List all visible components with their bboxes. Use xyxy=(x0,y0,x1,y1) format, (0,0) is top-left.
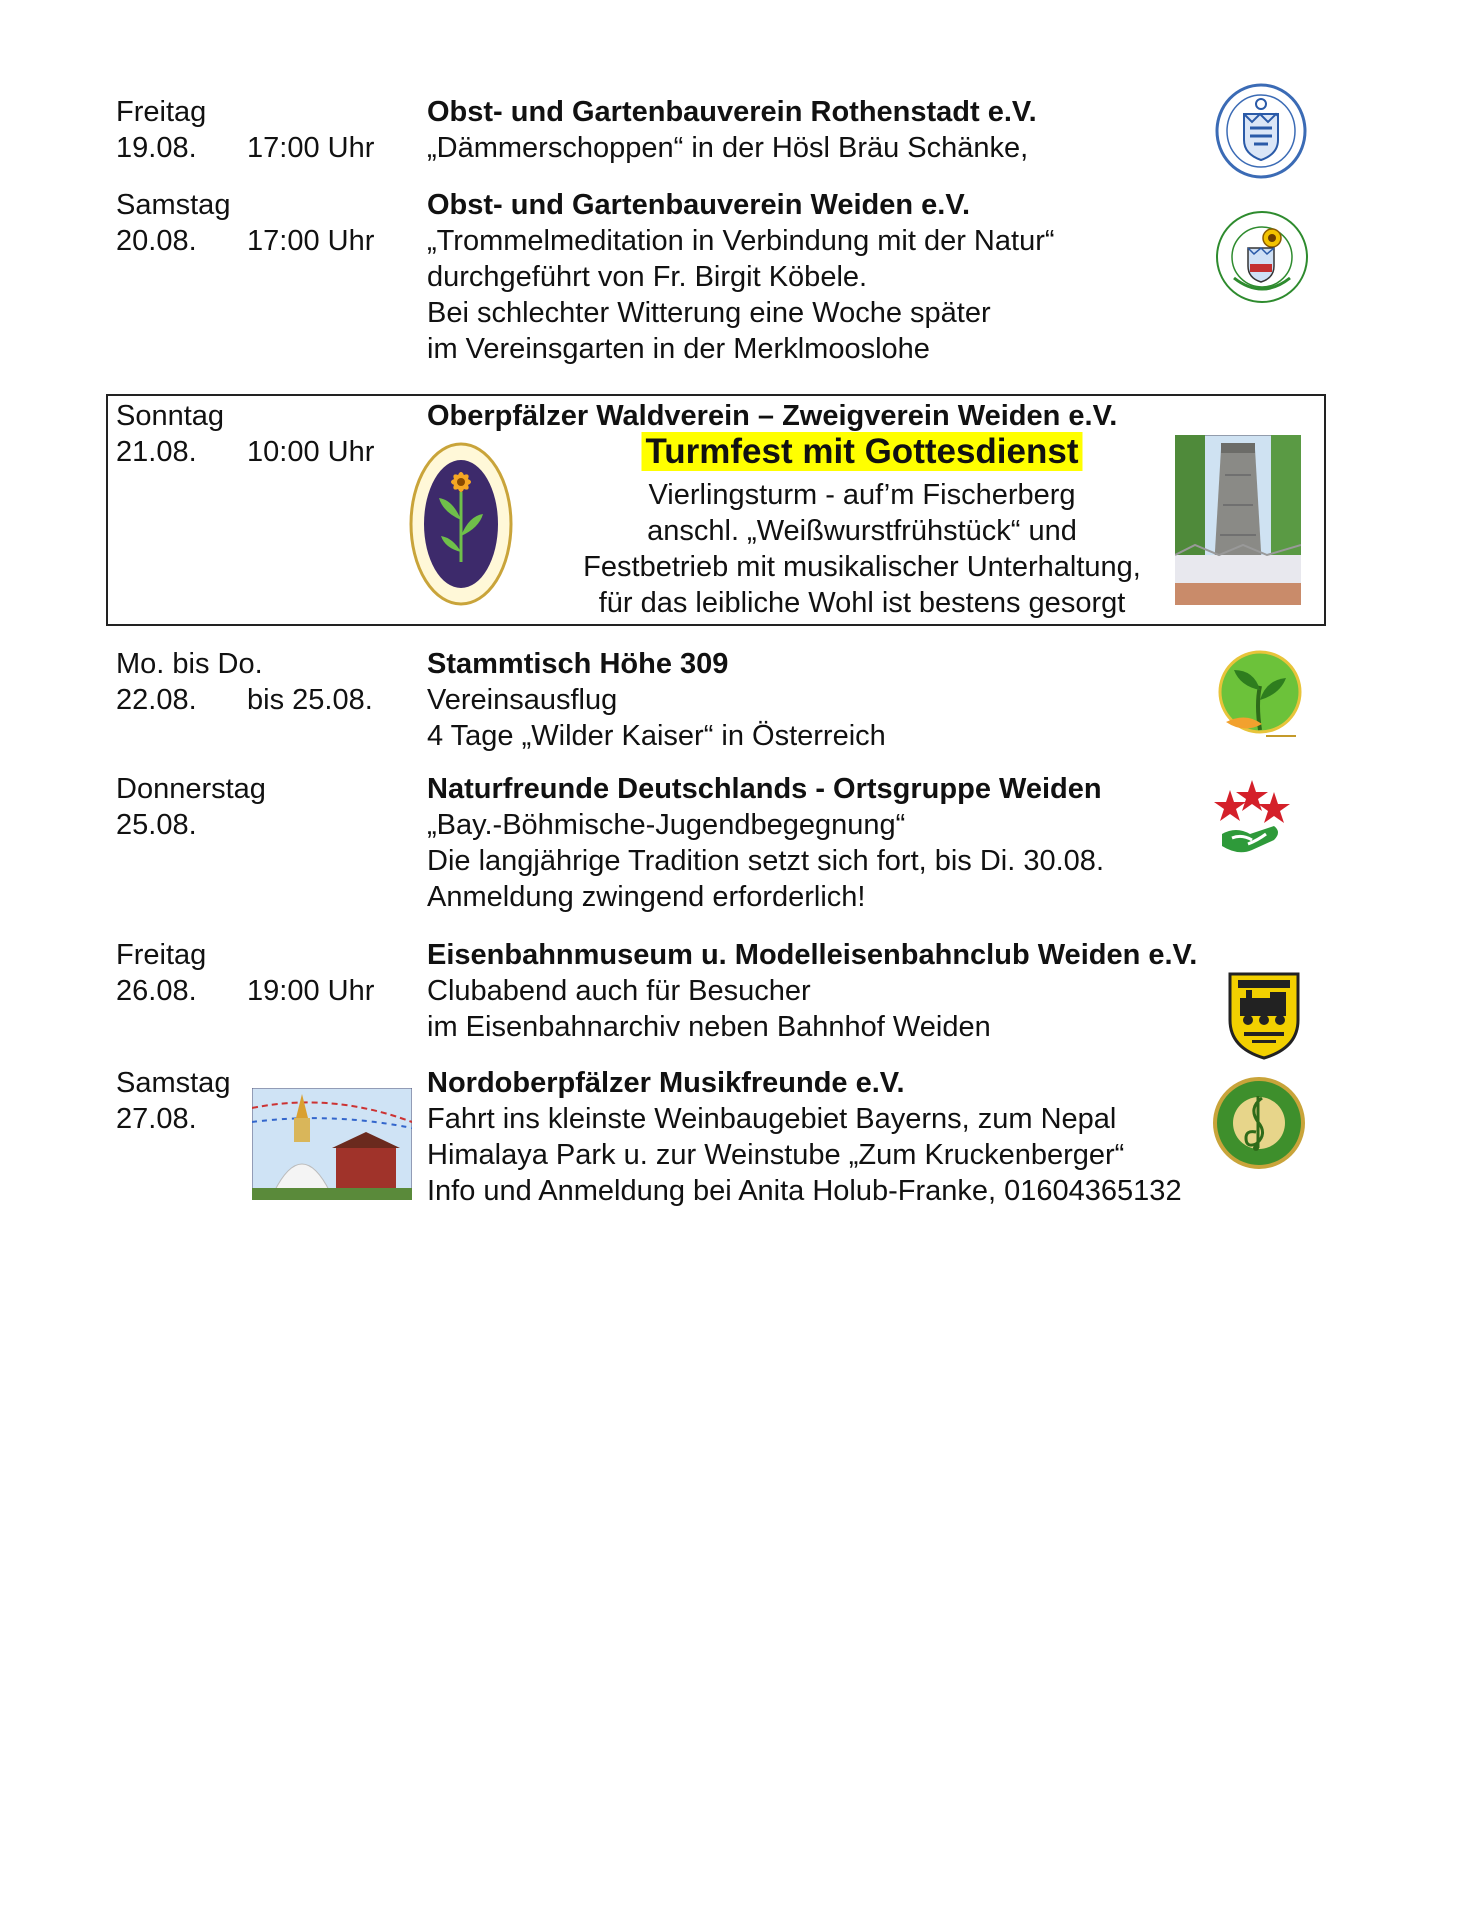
entry-time: 17:00 Uhr xyxy=(247,225,375,257)
landesverband-seal-icon xyxy=(1214,82,1308,180)
entry-day: Donnerstag xyxy=(116,773,266,805)
musikfreunde-treble-icon xyxy=(1212,1076,1306,1170)
entry-org: Stammtisch Höhe 309 xyxy=(427,648,729,680)
entry-line: im Eisenbahnarchiv neben Bahnhof Weiden xyxy=(427,1011,991,1043)
entry-line: „Trommelmeditation in Verbindung mit der Natur“ xyxy=(427,225,1055,257)
entry-date: 25.08. xyxy=(116,809,197,841)
entry-date: 22.08. xyxy=(116,684,197,716)
ogv-weiden-seal-icon xyxy=(1214,208,1310,306)
entry-date: 19.08. xyxy=(116,132,197,164)
stupa-photo xyxy=(252,1088,412,1200)
entry-line: „Dämmerschoppen“ in der Hösl Bräu Schänke, xyxy=(427,132,1029,164)
entry-time: bis 25.08. xyxy=(247,684,373,716)
entry-line: „Bay.-Böhmische-Jugendbegegnung“ xyxy=(427,809,906,841)
entry-org: Obst- und Gartenbauverein Rothenstadt e.V. xyxy=(427,96,1037,128)
entry-line: Anmeldung zwingend erforderlich! xyxy=(427,881,866,913)
entry-line: Info und Anmeldung bei Anita Holub-Franke, 01604365132 xyxy=(427,1175,1182,1207)
entry-line: Vereinsausflug xyxy=(427,684,618,716)
entry-line: im Vereinsgarten in der Merklmooslohe xyxy=(427,333,930,365)
entry-line: durchgeführt von Fr. Birgit Köbele. xyxy=(427,261,868,293)
entry-org: Oberpfälzer Waldverein – Zweigverein Weiden e.V. xyxy=(427,400,1118,432)
entry-day: Freitag xyxy=(116,939,207,971)
tower-photo xyxy=(1175,435,1301,605)
entry-line: Die langjährige Tradition setzt sich fort, bis Di. 30.08. xyxy=(427,845,1104,877)
entry-org: Obst- und Gartenbauverein Weiden e.V. xyxy=(427,189,971,221)
waldverein-flower-icon xyxy=(408,440,514,608)
hoehe-309-icon xyxy=(1216,650,1304,742)
eisenbahn-shield-icon xyxy=(1226,970,1302,1060)
entry-day: Samstag xyxy=(116,1067,231,1099)
entry-date: 27.08. xyxy=(116,1103,197,1135)
entry-line: 4 Tage „Wilder Kaiser“ in Österreich xyxy=(427,720,886,752)
entry-org: Eisenbahnmuseum u. Modelleisenbahnclub Weiden e.V. xyxy=(427,939,1198,971)
entry-date: 26.08. xyxy=(116,975,197,1007)
entry-date: 21.08. xyxy=(116,436,197,468)
entry-time: 19:00 Uhr xyxy=(247,975,375,1007)
entry-line: anschl. „Weißwurstfrühstück“ und xyxy=(647,515,1077,547)
entry-line: Bei schlechter Witterung eine Woche später xyxy=(427,297,991,329)
entry-day: Mo. bis Do. xyxy=(116,648,263,680)
event-highlight: Turmfest mit Gottesdienst xyxy=(641,431,1082,475)
entry-line: Vierlingsturm - auf’m Fischerberg xyxy=(648,479,1076,511)
entry-time: 17:00 Uhr xyxy=(247,132,375,164)
entry-line: Fahrt ins kleinste Weinbaugebiet Bayerns, zum Nepal xyxy=(427,1103,1117,1135)
entry-line: für das leibliche Wohl ist bestens gesorgt xyxy=(598,587,1126,619)
entry-date: 20.08. xyxy=(116,225,197,257)
entry-day: Freitag xyxy=(116,96,207,128)
entry-day: Samstag xyxy=(116,189,231,221)
entry-line: Festbetrieb mit musikalischer Unterhaltung, xyxy=(583,551,1141,583)
entry-org: Naturfreunde Deutschlands - Ortsgruppe Weiden xyxy=(427,773,1102,805)
entry-line: Clubabend auch für Besucher xyxy=(427,975,811,1007)
naturfreunde-handshake-icon xyxy=(1210,778,1294,862)
entry-org: Nordoberpfälzer Musikfreunde e.V. xyxy=(427,1067,905,1099)
entry-time: 10:00 Uhr xyxy=(247,436,375,468)
entry-line: Himalaya Park u. zur Weinstube „Zum Kruckenberger“ xyxy=(427,1139,1125,1171)
entry-day: Sonntag xyxy=(116,400,225,432)
